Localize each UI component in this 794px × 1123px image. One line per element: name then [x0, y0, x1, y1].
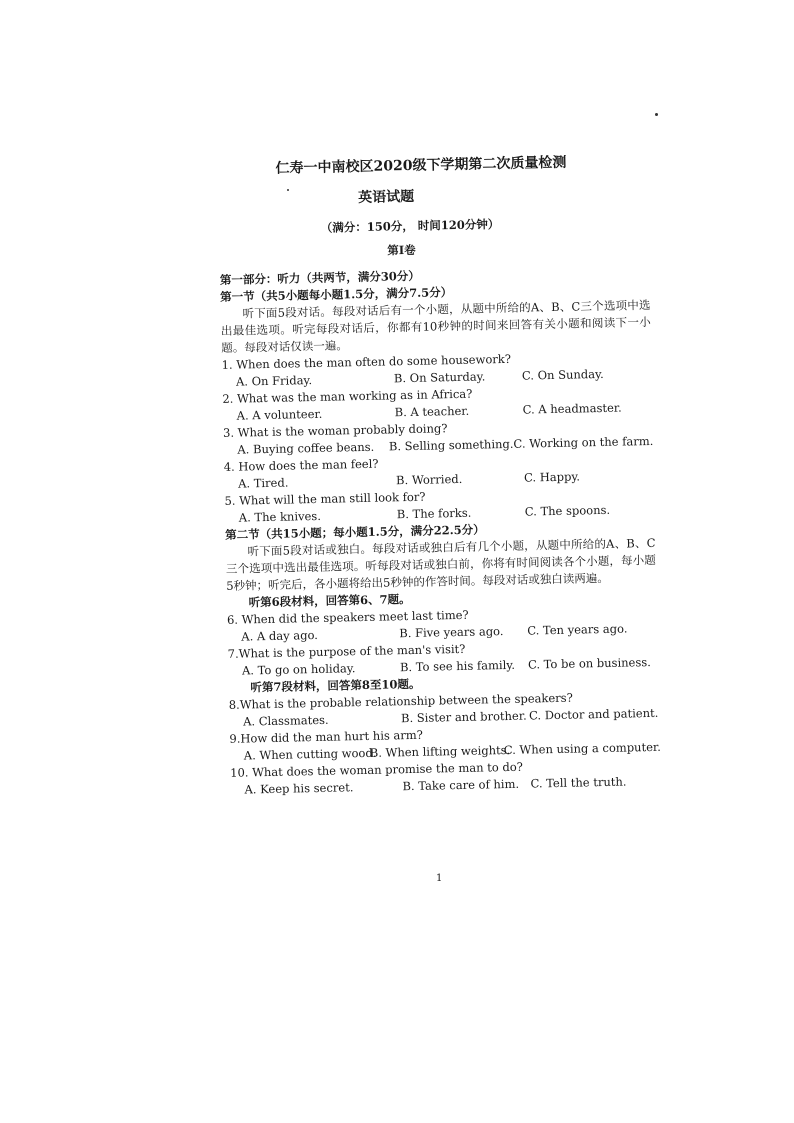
option-b: B. Selling something. [388, 436, 514, 454]
material-6-label: 听第6段材料，回答第6、7题。 [248, 592, 411, 610]
option-c: C. Doctor and patient. [528, 705, 659, 723]
option-c: C. Happy. [523, 469, 581, 485]
option-c: C. Working on the farm. [513, 433, 654, 451]
exam-subject: 英语试题 [358, 188, 415, 207]
option-a: A. A volunteer. [236, 406, 323, 423]
option-b: B. Sister and brother. [400, 708, 527, 726]
option-a: A. Keep his secret. [244, 780, 354, 797]
option-a: A. A day ago. [241, 627, 319, 644]
page-number: 1 [436, 873, 443, 884]
option-b: B. Worried. [395, 471, 463, 488]
option-a: A. The knives. [238, 508, 322, 525]
scan-speck [287, 189, 289, 191]
question-3: 3. What is the woman probably doing? [222, 421, 448, 440]
section2-heading: 第二节（共15小题；每小题1.5分，满分22.5分） [225, 522, 485, 542]
section1-heading: 第一节（共5小题每小题1.5分，满分7.5分） [220, 285, 453, 304]
option-b: B. Take care of him. [402, 776, 520, 794]
option-b: B. On Saturday. [393, 369, 486, 386]
part1-heading: 第一部分：听力（共两节，满分30分） [219, 268, 420, 287]
question-6: 6. When did the speakers meet last time? [226, 607, 469, 627]
option-c: C. Ten years ago. [527, 621, 628, 638]
option-a: A. On Friday. [235, 373, 313, 389]
part1-block [220, 263, 661, 799]
exam-title: 仁寿一中南校区2020级下学期第二次质量检测 [275, 154, 567, 177]
material-7-label: 听第7段材料，回答第8至10题。 [250, 676, 421, 695]
option-c: C. On Sunday. [521, 366, 604, 383]
volume-label: 第Ⅰ卷 [387, 242, 416, 258]
option-b: B. Five years ago. [399, 624, 504, 641]
option-b: B. To see his family. [399, 657, 516, 675]
option-a: A. Tired. [237, 475, 289, 491]
option-c: C. A headmaster. [522, 400, 622, 417]
option-b: B. When lifting weights. [369, 742, 511, 760]
question-5: 5. What will the man still look for? [224, 489, 426, 508]
question-1: 1. When does the man often do some housework? [221, 351, 512, 372]
question-2: 2. What was the man working as in Africa? [222, 386, 473, 406]
option-b: B. A teacher. [394, 403, 470, 420]
option-a: A. To go on holiday. [241, 661, 356, 678]
question-4: 4. How does the man feel? [223, 456, 379, 474]
question-7: 7.What is the purpose of the man's visit? [227, 641, 466, 661]
option-c: C. The spoons. [524, 502, 611, 519]
option-c: C. Tell the truth. [530, 774, 627, 791]
option-a: A. Buying coffee beans. [237, 439, 375, 457]
option-b: B. The forks. [396, 505, 472, 522]
option-c: C. To be on business. [527, 654, 651, 672]
option-a: A. Classmates. [242, 712, 329, 729]
question-8: 8.What is the probable relationship between the speakers? [228, 690, 573, 712]
score-time-line: （满分：150分， 时间120分钟） [320, 217, 500, 235]
section1-instructions: 听下面5段对话。每段对话后有一个小题，从题中所给的A、B、C三个选项中选出最佳选项。听完每段对话后，你都有10秒钟的时间来回答有关小题和阅读下一小题。每段对话仅读一遍。 [220, 297, 651, 355]
question-9: 9.How did the man hurt his arm? [229, 727, 424, 746]
option-c: C. When using a computer. [503, 739, 661, 758]
question-10: 10. What does the woman promise the man to do? [230, 759, 524, 780]
scan-speck [655, 113, 658, 116]
section2-instructions: 听下面5段对话或独白。每段对话或独白后有几个小题，从题中所给的A、B、C三个选项中选出最佳选项。听每段对话或独白前，你将有时间阅读各个小题，每小题5秒钟；听完后，各小题将给出5秒钟的作答时间。每段对话或独白读两遍。 [225, 535, 656, 593]
option-a: A. When cutting wood. [243, 745, 377, 763]
